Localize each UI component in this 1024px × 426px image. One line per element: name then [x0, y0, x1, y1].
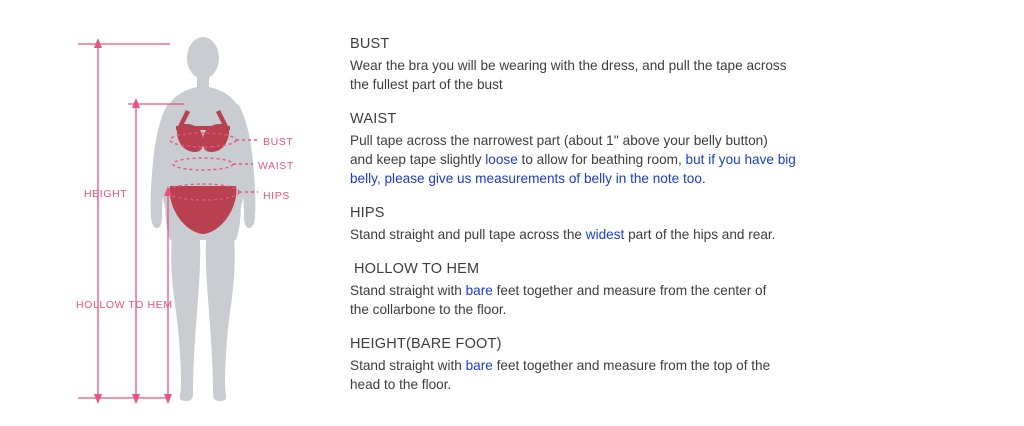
instruction-text	[350, 356, 990, 394]
instruction-title: HEIGHT(BARE FOOT)	[350, 336, 502, 352]
body-text: and keep tape slightly	[350, 152, 486, 167]
body-text: the fullest part of the bust	[350, 77, 503, 92]
diagram-label-waist: WAIST	[258, 160, 294, 172]
instruction-block	[350, 261, 990, 319]
instruction-block	[350, 36, 990, 94]
instruction-block	[350, 205, 990, 244]
highlight-text: belly, please give us measurements of belly in the note too.	[350, 171, 706, 186]
highlight-text: bare	[465, 283, 493, 298]
instruction-block	[350, 336, 990, 394]
body-text: Stand straight with	[350, 283, 466, 298]
body-text: Stand straight and pull tape across the	[350, 227, 586, 242]
diagram-label-hips: HIPS	[263, 190, 290, 202]
instruction-block	[350, 111, 990, 188]
instructions-column	[350, 36, 990, 394]
diagram-label-hollow-to-hem: HOLLOW TO HEM	[76, 299, 173, 311]
body-text: head to the floor.	[350, 377, 452, 392]
body-figure-svg	[0, 0, 340, 426]
body-text: feet together and measure from the center of	[492, 283, 767, 298]
body-text: feet together and measure from the top of the	[492, 358, 771, 373]
body-text: part of the hips and rear.	[624, 227, 776, 242]
body-text: Wear the bra you will be wearing with the dress, and pull the tape across	[350, 58, 787, 73]
highlight-text: bare	[465, 358, 493, 373]
instruction-title: HIPS	[350, 205, 385, 221]
body-text: to allow for beathing room,	[517, 152, 686, 167]
instruction-text	[350, 225, 990, 244]
highlight-text: loose	[485, 152, 518, 167]
body-text: the collarbone to the floor.	[350, 302, 507, 317]
instruction-text	[350, 131, 990, 188]
body-text: Pull tape across the narrowest part (about 1'' above your belly button)	[350, 133, 768, 148]
measurement-diagram	[0, 0, 340, 426]
instruction-title: WAIST	[350, 111, 397, 127]
diagram-label-height: HEIGHT	[84, 188, 128, 200]
instruction-title: BUST	[350, 36, 390, 52]
instruction-text	[350, 56, 990, 94]
instruction-title: HOLLOW TO HEM	[354, 261, 480, 277]
highlight-text: but if you have big	[685, 152, 796, 167]
vertical-arrows	[78, 38, 184, 404]
diagram-label-bust: BUST	[263, 136, 294, 148]
instruction-text	[350, 281, 990, 319]
highlight-text: widest	[585, 227, 625, 242]
body-text: Stand straight with	[350, 358, 466, 373]
